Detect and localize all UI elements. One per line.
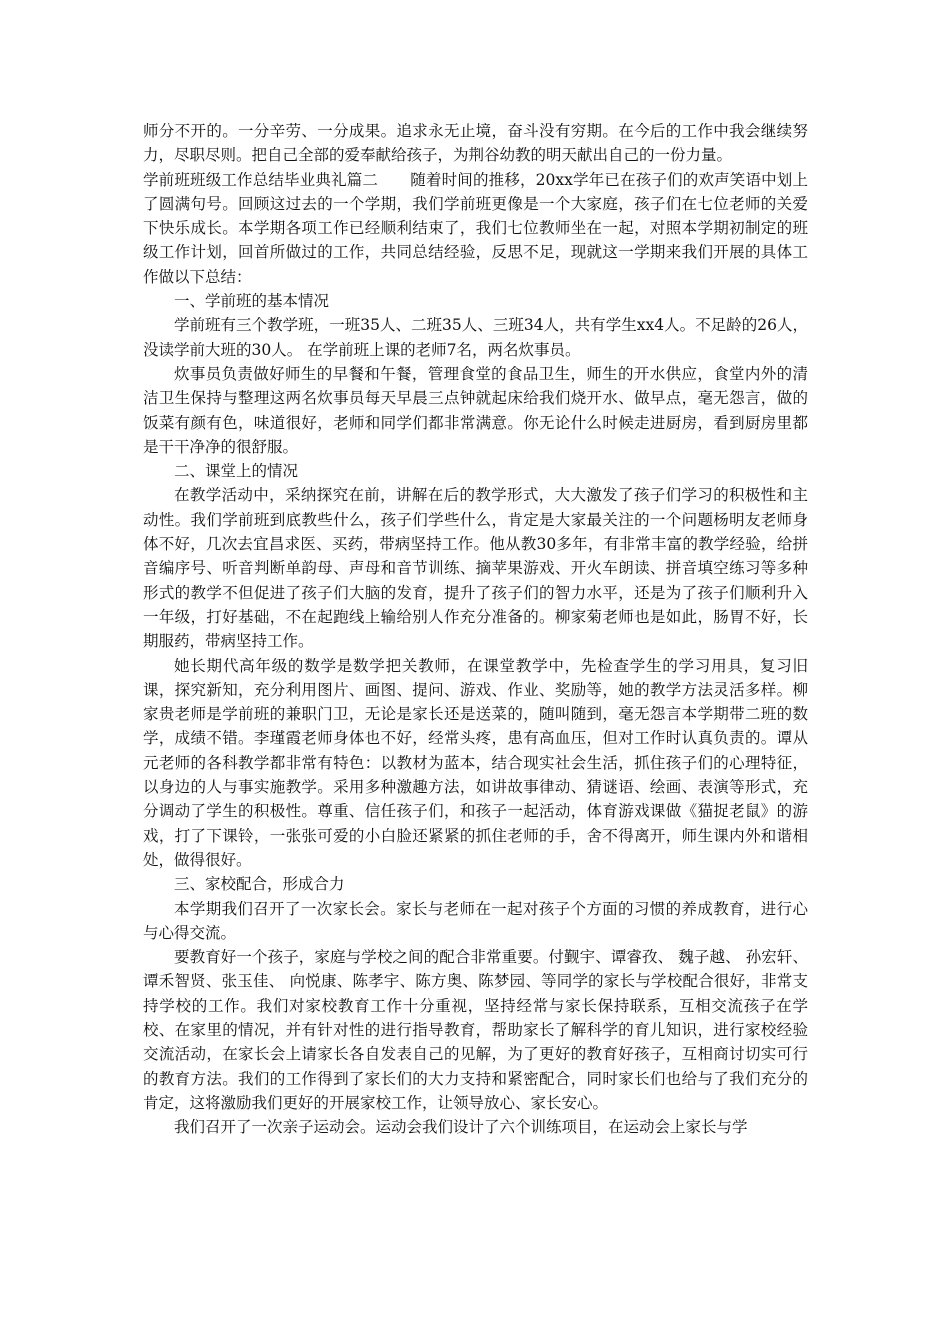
paragraph-parent-meeting: 本学期我们召开了一次家长会。家长与老师在一起对孩子个方面的习惯的养成教育，进行心与心得交流。 bbox=[143, 899, 808, 942]
article-title: 学前班班级工作总结毕业典礼篇二 bbox=[143, 170, 379, 189]
section-heading-basic-situation: 一、学前班的基本情况 bbox=[174, 292, 330, 311]
document-page bbox=[143, 119, 808, 1139]
paragraph-closing: 师分不开的。一分辛劳、一分成果。追求永无止境，奋斗没有穷期。在今后的工作中我会继续努力，尽职尽则。把自己全部的爱奉献给孩子，为荆谷幼教的明天献出自己的一份力量。 bbox=[143, 122, 808, 165]
paragraph-sports-meeting: 我们召开了一次亲子运动会。运动会我们设计了六个训练项目，在运动会上家长与学 bbox=[174, 1118, 748, 1137]
paragraph-cooks: 炊事员负责做好师生的早餐和午餐，管理食堂的食品卫生，师生的开水供应，食堂内外的清洁卫生保持与整理这两名炊事员每天早晨三点钟就起床给我们烧开水、做早点，毫无怨言，做的饭菜有颜有色，味道很好，老师和同学们都非常满意。你无论什么时候走进厨房，看到厨房里都是干干净净的很舒服。 bbox=[143, 364, 808, 456]
paragraph-intro-text: 随着时间的推移，20xx学年已在孩子们的欢声笑语中划上了圆满句号。回顾这过去的一个学期，我们学前班更像是一个大家庭，孩子们在七位老师的关爱下快乐成长。本学期各项工作已经顺利结束了，我们七位教师坐在一起，对照本学期初制定的班级工作计划，回首所做过的工作，共同总结经验，反思不足，现就这一学期来我们开展的具体工作做以下总结： bbox=[143, 170, 808, 286]
section-heading-classroom: 二、课堂上的情况 bbox=[174, 462, 299, 481]
section-heading-home-school: 三、家校配合，形成合力 bbox=[174, 875, 345, 894]
paragraph-teaching-activities: 在教学活动中，采纳探究在前，讲解在后的教学形式，大大激发了孩子们学习的积极性和主动性。我们学前班到底教些什么，孩子们学些什么，肯定是大家最关注的一个问题杨明友老师身体不好，几次去宜昌求医、买药，带病坚持工作。他从教30多年，有非常丰富的教学经验，给拼音编序号、听音判断单韵母、声母和音节训练、摘苹果游戏、开火车朗读、拼音填空练习等多种形式的教学不但促进了孩子们大脑的发育，提升了孩子们的智力水平，还是为了孩子们顺利升入一年级，打好基础，不在起跑线上输给别人作充分准备的。柳家菊老师也是如此，肠胃不好，长期服药，带病坚持工作。 bbox=[143, 486, 808, 651]
paragraph-teachers: 她长期代高年级的数学是数学把关教师，在课堂教学中，先检查学生的学习用具，复习旧课，探究新知，充分利用图片、画图、提问、游戏、作业、奖励等，她的教学方法灵活多样。柳家贵老师是学前班的兼职门卫，无论是家长还是送菜的，随叫随到，毫无怨言本学期带二班的数学，成绩不错。李瑾霞老师身体也不好，经常头疼，患有高血压，但对工作时认真负责的。谭从元老师的各科教学都非常有特色：以教材为蓝本，结合现实社会生活，抓住孩子们的心理特征，以身边的人与事实施教学。采用多种激趣方法，如讲故事律动、猜谜语、绘画、表演等形式，充分调动了学生的积极性。尊重、信任孩子们，和孩子一起活动，体育游戏课做《猫捉老鼠》的游戏，打了下课铃，一张张可爱的小白脸还紧紧的抓住老师的手，舍不得离开，师生课内外和谐相处，做得很好。 bbox=[143, 656, 808, 869]
paragraph-intro bbox=[143, 168, 808, 289]
paragraph-class-numbers: 学前班有三个教学班，一班35人、二班35人、三班34人，共有学生xx4人。不足龄的26人，没读学前大班的30人。 在学前班上课的老师7名，两名炊事员。 bbox=[143, 316, 808, 359]
paragraph-home-school-cooperation: 要教育好一个孩子，家庭与学校之间的配合非常重要。付觐宇、谭睿孜、 魏子越、 孙宏轩、谭禾智贤、张玉佳、 向悦康、陈孝宇、陈方奥、陈梦园、等同学的家长与学校配合很好，非常支持学校的工作。我们对家校教育工作十分重视，坚持经常与家长保持联系，互相交流孩子在学校、在家里的情况，并有针对性的进行指导教育，帮助家长了解科学的育儿知识，进行家校经验交流活动，在家长会上请家长各自发表自己的见解，为了更好的教育好孩子，互相商讨切实可行的教育方法。我们的工作得到了家长们的大力支持和紧密配合，同时家长们也给与了我们充分的肯定，这将激励我们更好的开展家校工作，让领导放心、家长安心。 bbox=[143, 948, 808, 1112]
